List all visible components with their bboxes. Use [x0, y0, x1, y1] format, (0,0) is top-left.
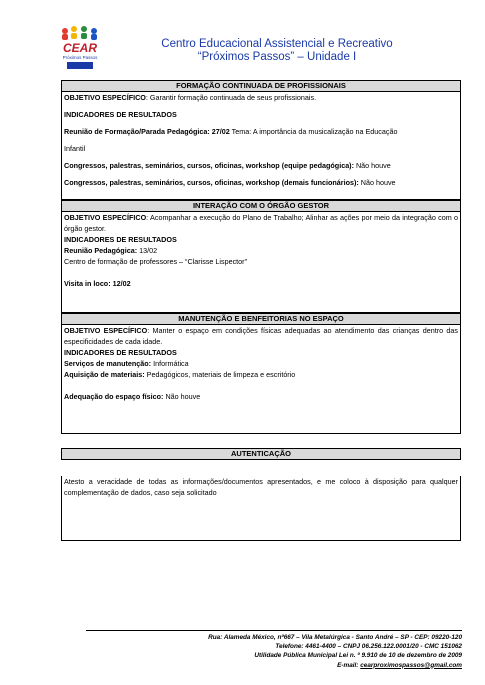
adequacao-value: Não houve	[163, 392, 201, 401]
section-heading-formacao: FORMAÇÃO CONTINUADA DE PROFISSIONAIS	[61, 80, 461, 92]
reuniao-pedagogica-label: Reunião Pedagógica:	[64, 246, 138, 255]
objetivo-text: : Garantir formação continuada de seus profissionais.	[145, 93, 317, 102]
indicadores-heading: INDICADORES DE RESULTADOS	[64, 235, 177, 244]
reuniao-pedagogica-value: 13/02	[137, 246, 158, 255]
footer-utilidade: Utilidade Pública Municipal Lei n. º 9.910 de 10 de dezembro de 2009	[254, 652, 462, 660]
footer-phone: Telefone: 4461-4400 – CNPJ 06.256.122.0001/20 - CMC 151062	[275, 643, 462, 651]
section-interacao	[61, 212, 461, 313]
reuniao-label: Reunião de Formação/Parada Pedagógica: 27/02	[64, 127, 230, 136]
aquisicao-label: Aquisição de materiais:	[64, 370, 145, 379]
congressos-pedagogica-label: Congressos, palestras, seminários, cursos, oficinas, workshop (equipe pedagógica):	[64, 161, 354, 170]
page-footer	[86, 630, 462, 670]
section-heading-autenticacao: AUTENTICAÇÃO	[61, 448, 461, 460]
objetivo-text: : Manter o espaço em condições físicas adequadas ao atendimento das crianças dentro das especificidades de cada idade.	[64, 326, 459, 346]
logo-subtext: Próximos Passos	[62, 55, 98, 60]
footer-email-link[interactable]: cearproximospassos@gmail.com	[360, 661, 462, 669]
logo-text: CEAR	[62, 41, 98, 55]
section-heading-interacao: INTERAÇÃO COM O ÓRGÃO GESTOR	[61, 200, 461, 212]
footer-address: Rua: Alameda México, nº667 – Vila Metalúrgica - Santo André – SP - CEP: 09220-120	[208, 634, 462, 641]
title-line-2: “Próximos Passos” – Unidade I	[197, 51, 357, 63]
indicadores-heading: INDICADORES DE RESULTADOS	[64, 110, 177, 119]
aquisicao-value: Pedagógicos, materiais de limpeza e escritório	[144, 370, 296, 379]
objetivo-text: : Acompanhar a execução do Plano de Trabalho; Alinhar as ações por meio da integração com o órgão gestor.	[64, 213, 459, 233]
servicos-label: Serviços de manutenção:	[64, 359, 152, 368]
adequacao-label: Adequação do espaço físico:	[64, 392, 164, 401]
reuniao-text: Tema: A importância da musicalização na Educação	[229, 127, 398, 136]
congressos-funcionarios-value: Não houve	[358, 178, 396, 187]
report-body	[61, 80, 461, 541]
cear-logo	[56, 26, 104, 72]
section-heading-manutencao: MANUTENÇÃO E BENFEITORIAS NO ESPAÇO	[61, 313, 461, 325]
footer-email-line	[86, 661, 462, 670]
objetivo-label: OBJETIVO ESPECÍFICO	[64, 213, 147, 222]
objetivo-label: OBJETIVO ESPECÍFICO	[64, 93, 146, 102]
autenticacao-text: Atesto a veracidade de todas as informações/documentos apresentados, e me coloco à disposição para qualquer complementação de dados, caso seja solicitado	[64, 477, 458, 497]
section-autenticacao	[61, 476, 461, 541]
objetivo-label: OBJETIVO ESPECÍFICO	[64, 326, 148, 335]
footer-divider	[86, 630, 462, 631]
section-manutencao	[61, 325, 461, 434]
indicadores-heading: INDICADORES DE RESULTADOS	[64, 348, 177, 357]
congressos-pedagogica-value: Não houve	[353, 161, 391, 170]
section-formacao	[61, 92, 461, 200]
servicos-value: Informática	[151, 359, 189, 368]
visita-in-loco: Visita in loco: 12/02	[64, 279, 131, 288]
reuniao-text-cont: Infantil	[64, 144, 86, 153]
page-header	[56, 26, 456, 72]
centro-formacao: Centro de formação de professores – “Clarisse Lispector”	[64, 257, 247, 266]
organization-title	[112, 38, 442, 64]
title-line-1: Centro Educacional Assistencial e Recreativo	[161, 38, 393, 50]
congressos-funcionarios-label: Congressos, palestras, seminários, cursos, oficinas, workshop (demais funcionários):	[64, 178, 359, 187]
footer-email-label: E-mail:	[337, 661, 361, 669]
